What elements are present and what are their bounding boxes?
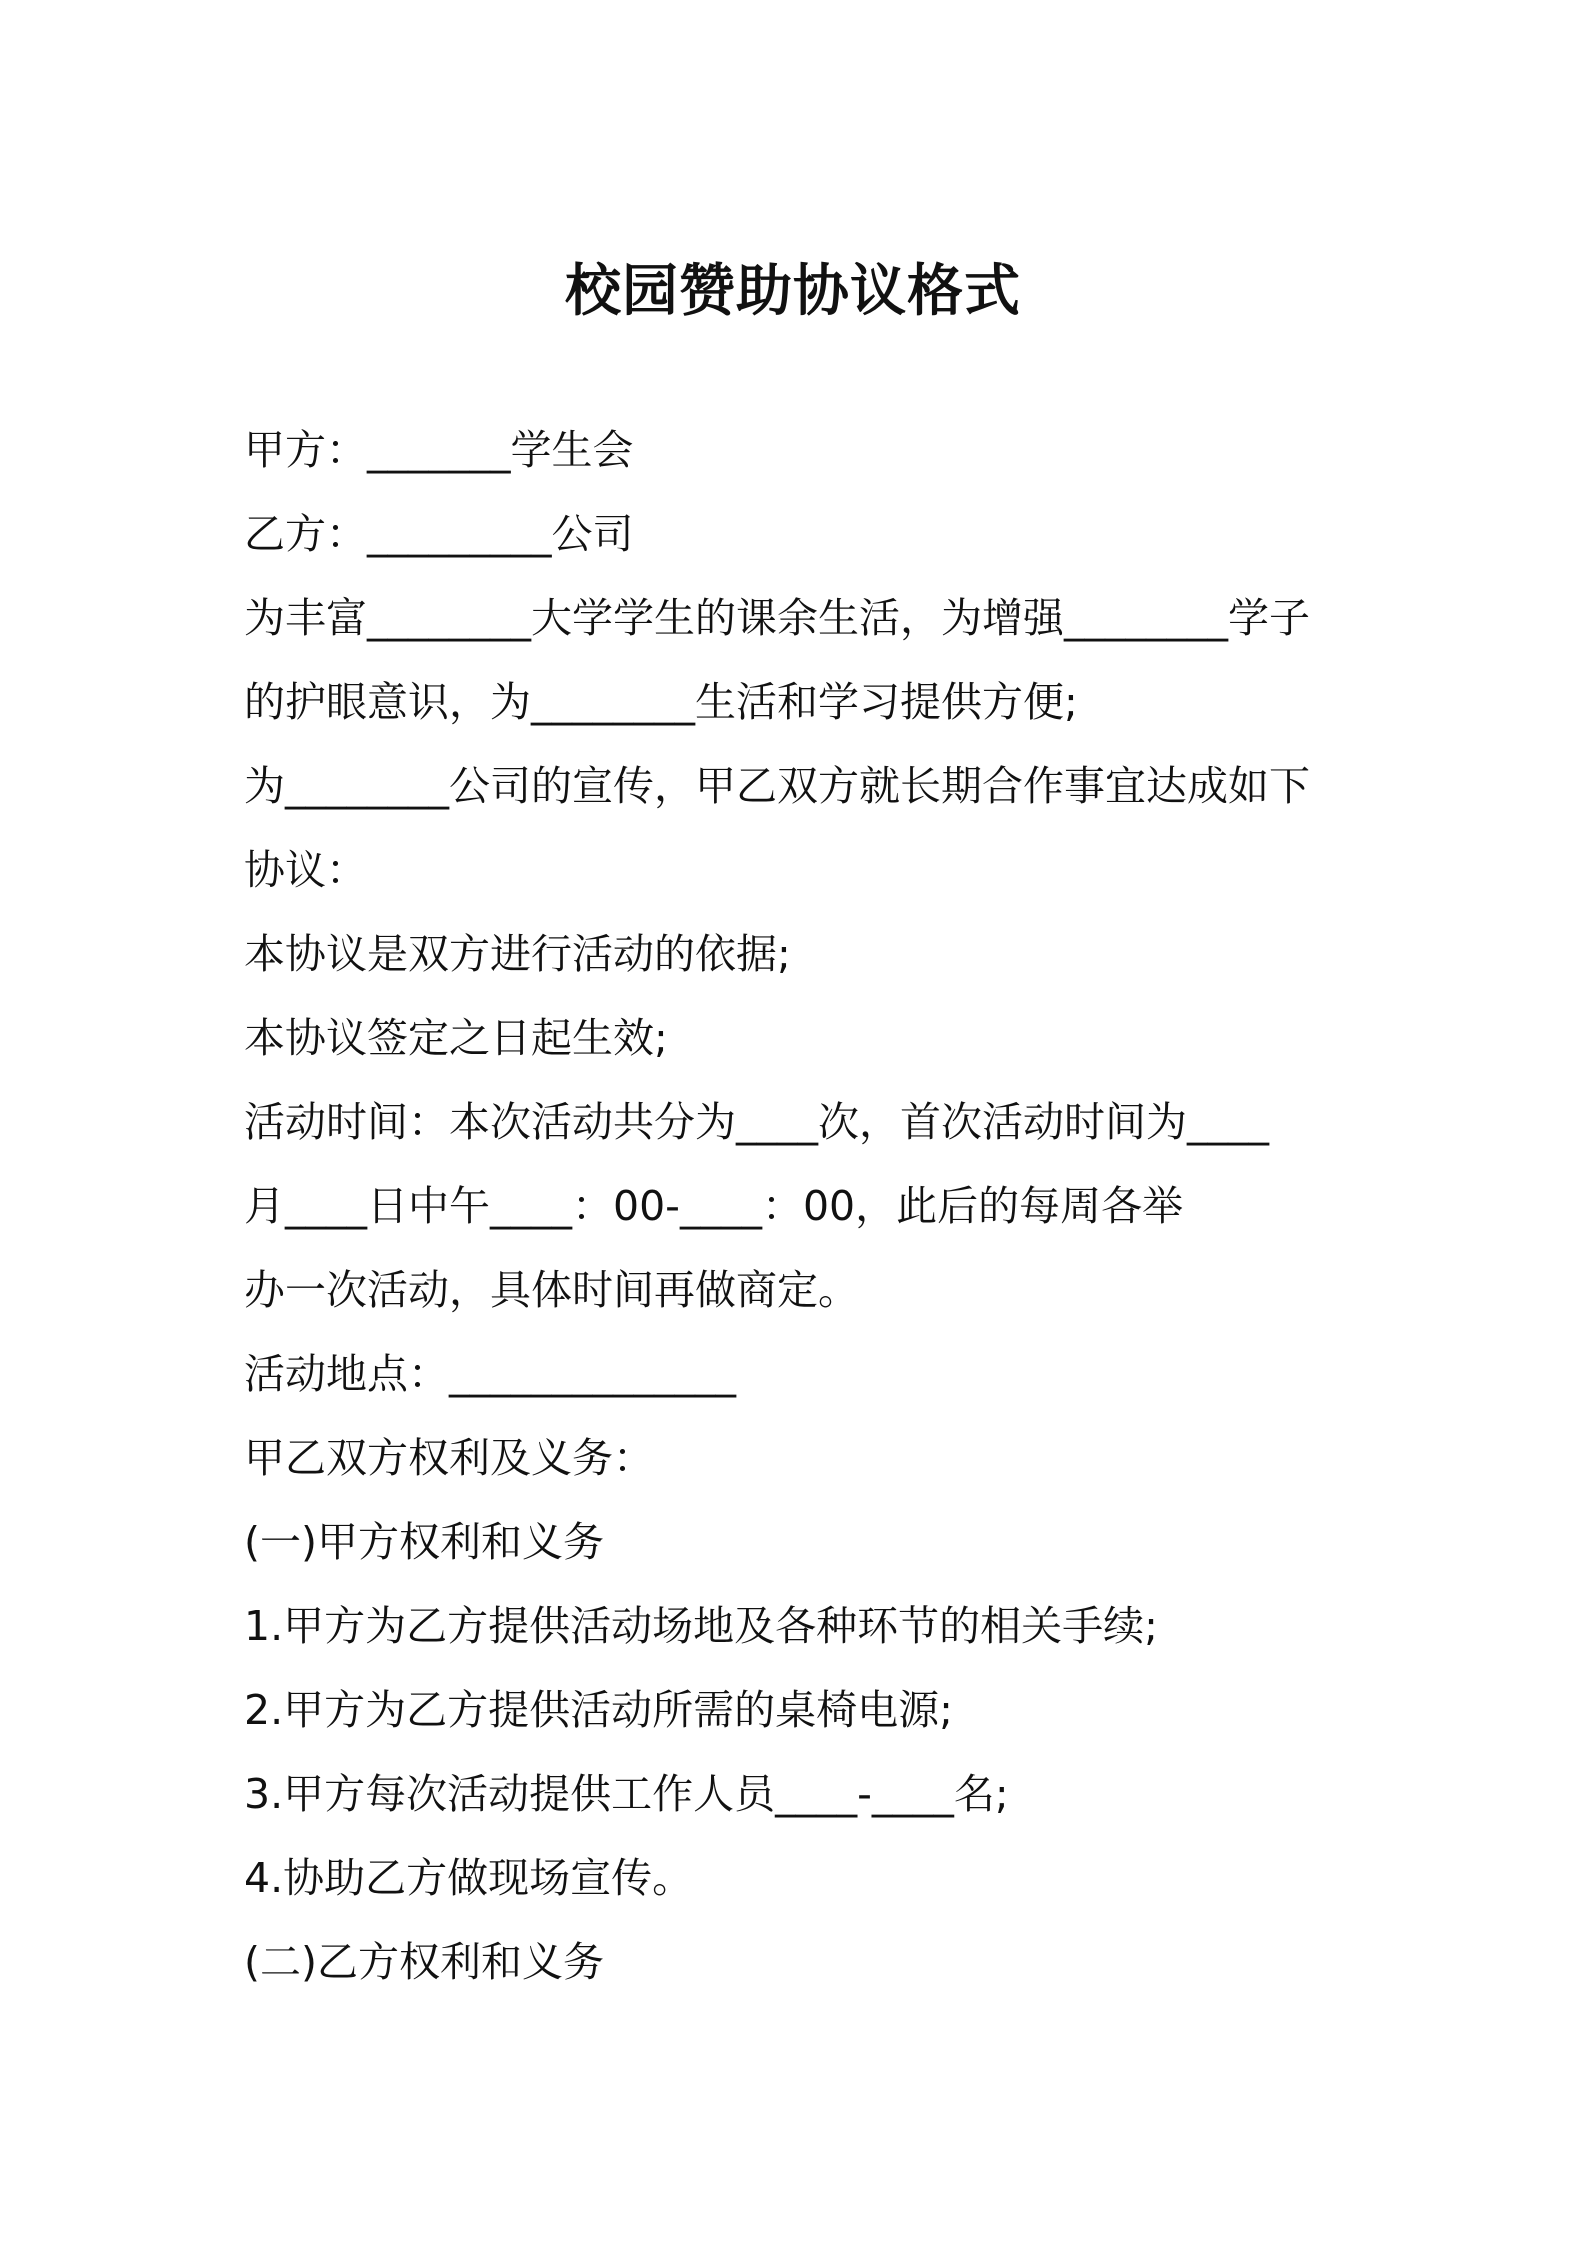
preamble-line-4: 协议： xyxy=(244,846,367,894)
activity-time-line-1: 活动时间：本次活动共分为____次，首次活动时间为____ xyxy=(244,1098,1269,1146)
party-a-line: 甲方：_______学生会 xyxy=(244,426,634,474)
document-body xyxy=(244,408,1364,2004)
activity-time-line-2: 月____日中午____：00-____：00，此后的每周各举 xyxy=(244,1182,1184,1230)
activity-location-line: 活动地点：______________ xyxy=(244,1350,736,1398)
party-a-item-1: 1.甲方为乙方提供活动场地及各种环节的相关手续; xyxy=(244,1602,1158,1650)
preamble-line-1: 为丰富________大学学生的课余生活，为增强________学子 xyxy=(244,594,1310,642)
party-b-line: 乙方：_________公司 xyxy=(244,510,634,558)
party-b-rights-heading: (二)乙方权利和义务 xyxy=(244,1938,604,1986)
effective-clause: 本协议签定之日起生效; xyxy=(244,1014,668,1062)
activity-time-line-3: 办一次活动，具体时间再做商定。 xyxy=(244,1266,859,1314)
party-a-item-4: 4.协助乙方做现场宣传。 xyxy=(244,1854,694,1902)
party-a-item-3: 3.甲方每次活动提供工作人员____-____名; xyxy=(244,1770,1009,1818)
rights-heading: 甲乙双方权利及义务： xyxy=(244,1434,654,1482)
preamble-line-2: 的护眼意识，为________生活和学习提供方便; xyxy=(244,678,1078,726)
basis-clause: 本协议是双方进行活动的依据; xyxy=(244,930,791,978)
party-a-rights-heading: (一)甲方权利和义务 xyxy=(244,1518,604,1566)
document-title: 校园赞助协议格式 xyxy=(565,259,1021,324)
preamble-line-3: 为________公司的宣传，甲乙双方就长期合作事宜达成如下 xyxy=(244,762,1310,810)
party-a-item-2: 2.甲方为乙方提供活动所需的桌椅电源; xyxy=(244,1686,953,1734)
